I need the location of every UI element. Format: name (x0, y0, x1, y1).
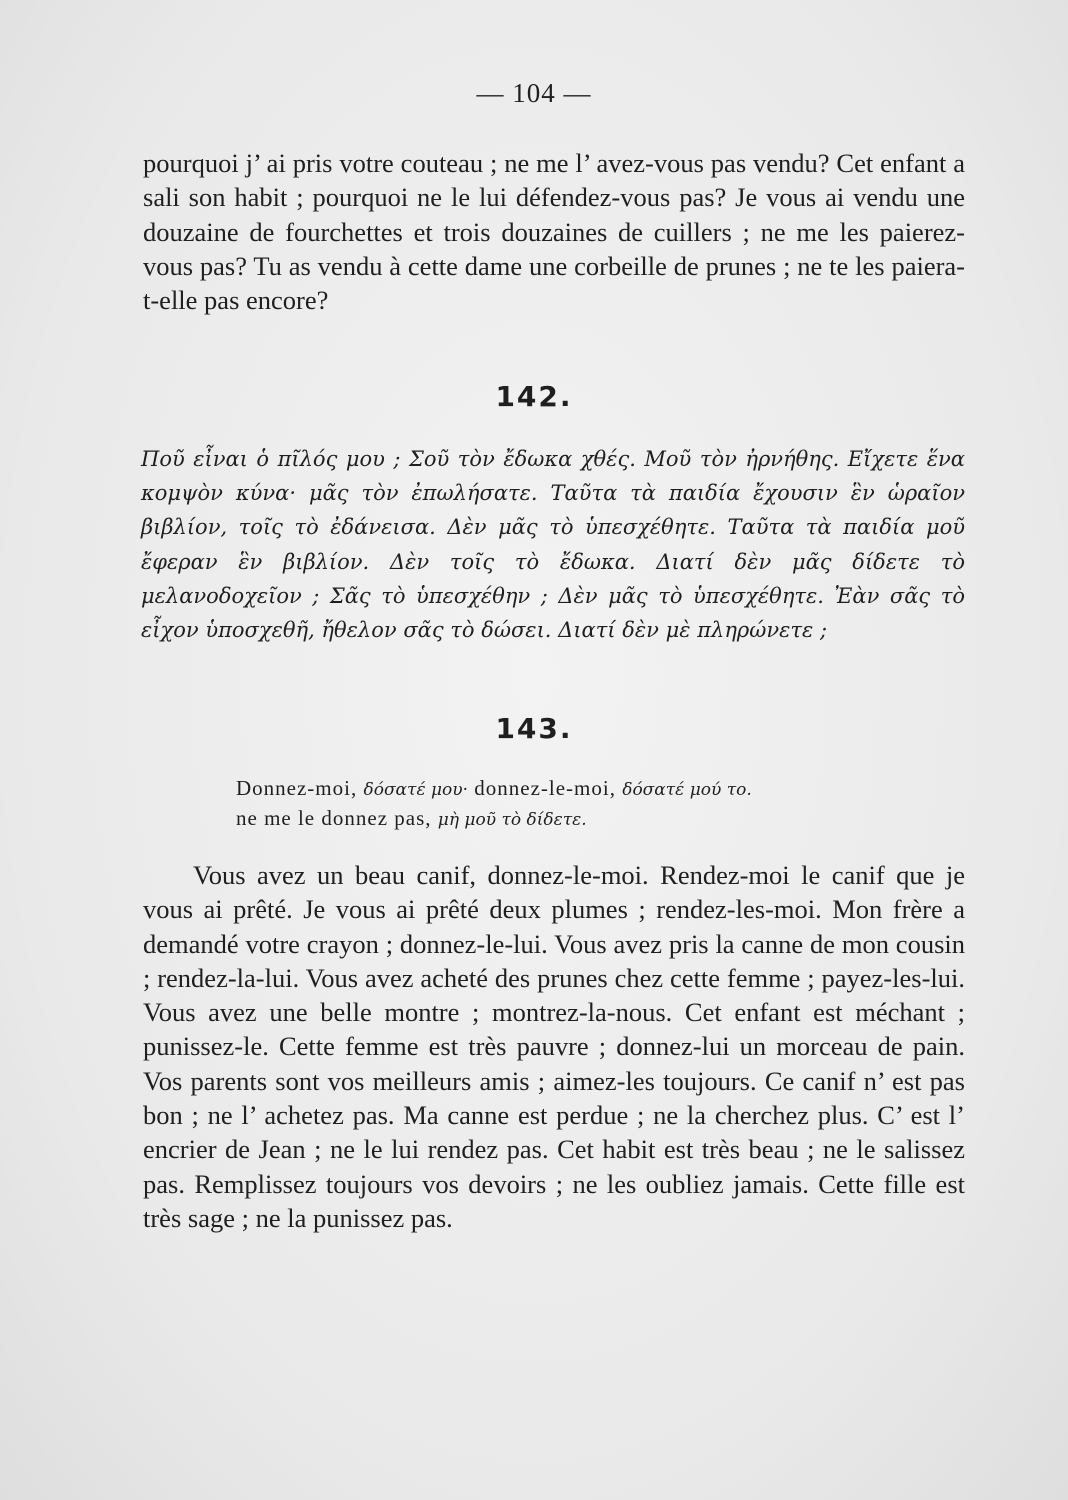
french-exercise-143: Vous avez un beau canif, donnez-le-moi. Rendez-moi le canif que je vous ai prêté. Je vous ai prêté deux plumes ; rendez-les-moi. Mon frère a demandé votre crayon ; donnez-le-lui. Vous avez pris la canne de mon cousin ; rendez-la-lui. Vous avez acheté des prunes chez cette femme ; payez-les-lui. Vous avez une belle montre ; montrez-la-nous. Cet enfant est méchant ; punissez-le. Cette femme est très pauvre ; donnez-lui un morceau de pain. Vos parents sont vos meilleurs amis ; aimez-les toujours. Ce canif n’ est pas bon ; ne l’ achetez pas. Ma canne est perdue ; ne la cherchez plus. C’ est l’ encrier de Jean ; ne le lui rendez pas. Cet habit est très beau ; ne le salissez pas. Remplissez toujours vos devoirs ; ne les oubliez jamais. Cette fille est très sage ; ne la punissez pas. (143, 860, 965, 1233)
vocab-greek: δόσατέ μου· (363, 780, 468, 800)
section-number-143: 143. (495, 712, 573, 745)
vocab-french: donnez-le-moi, (474, 776, 616, 800)
greek-exercise-142: Ποῦ εἶναι ὁ πῖλός μου ; Σοῦ τὸν ἔδωκα χθές. Μοῦ τὸν ἠρνήθης. Εἴχετε ἕνα κομψὸν κύνα· μᾶς τὸν ἐπωλήσατε. Ταῦτα τὰ παιδία ἔχουσιν ἓν ὡραῖον βιβλίον, τοῖς τὸ ἐδάνεισα. Δὲν μᾶς τὸ ὑπεσχέθητε. Ταῦτα τὰ παιδία μοῦ ἔφεραν ἓν βιβλίον. Δὲν τοῖς τὸ ἔδωκα. Διατί δὲν μᾶς δίδετε τὸ μελανοδοχεῖον ; Σᾶς τὸ ὑπεσχέθην ; Δὲν μᾶς τὸ ὑπεσχέθητε. Ἐὰν σᾶς τὸ εἶχον ὑποσχεθῆ, ἤθελον σᾶς τὸ δώσει. Διατί δὲν μὲ πληρώνετε ; (141, 447, 965, 643)
section-number-142: 142. (495, 380, 573, 413)
vocab-greek: δόσατέ μού το. (622, 780, 752, 800)
paragraph-top: pourquoi j’ ai pris votre couteau ; ne me l’ avez-vous pas vendu? Cet enfant a sali son habit ; pourquoi ne le lui défendez-vous pas? Je vous ai vendu une douzaine de fourchettes et trois douzaines de cuillers ; ne me les paierez-vous pas? Tu as vendu à cette dame une corbeille de prunes ; ne te les paiera-t-elle pas encore? (143, 148, 965, 316)
vocab-french: Donnez-moi, (236, 776, 358, 800)
vocab-greek: μὴ μοῦ τὸ δίδετε. (437, 810, 587, 830)
page-number: — 104 — (476, 78, 592, 108)
vocab-french: ne me le donnez pas, (236, 806, 432, 830)
vocab-line (236, 776, 936, 801)
vocab-line (236, 806, 936, 831)
